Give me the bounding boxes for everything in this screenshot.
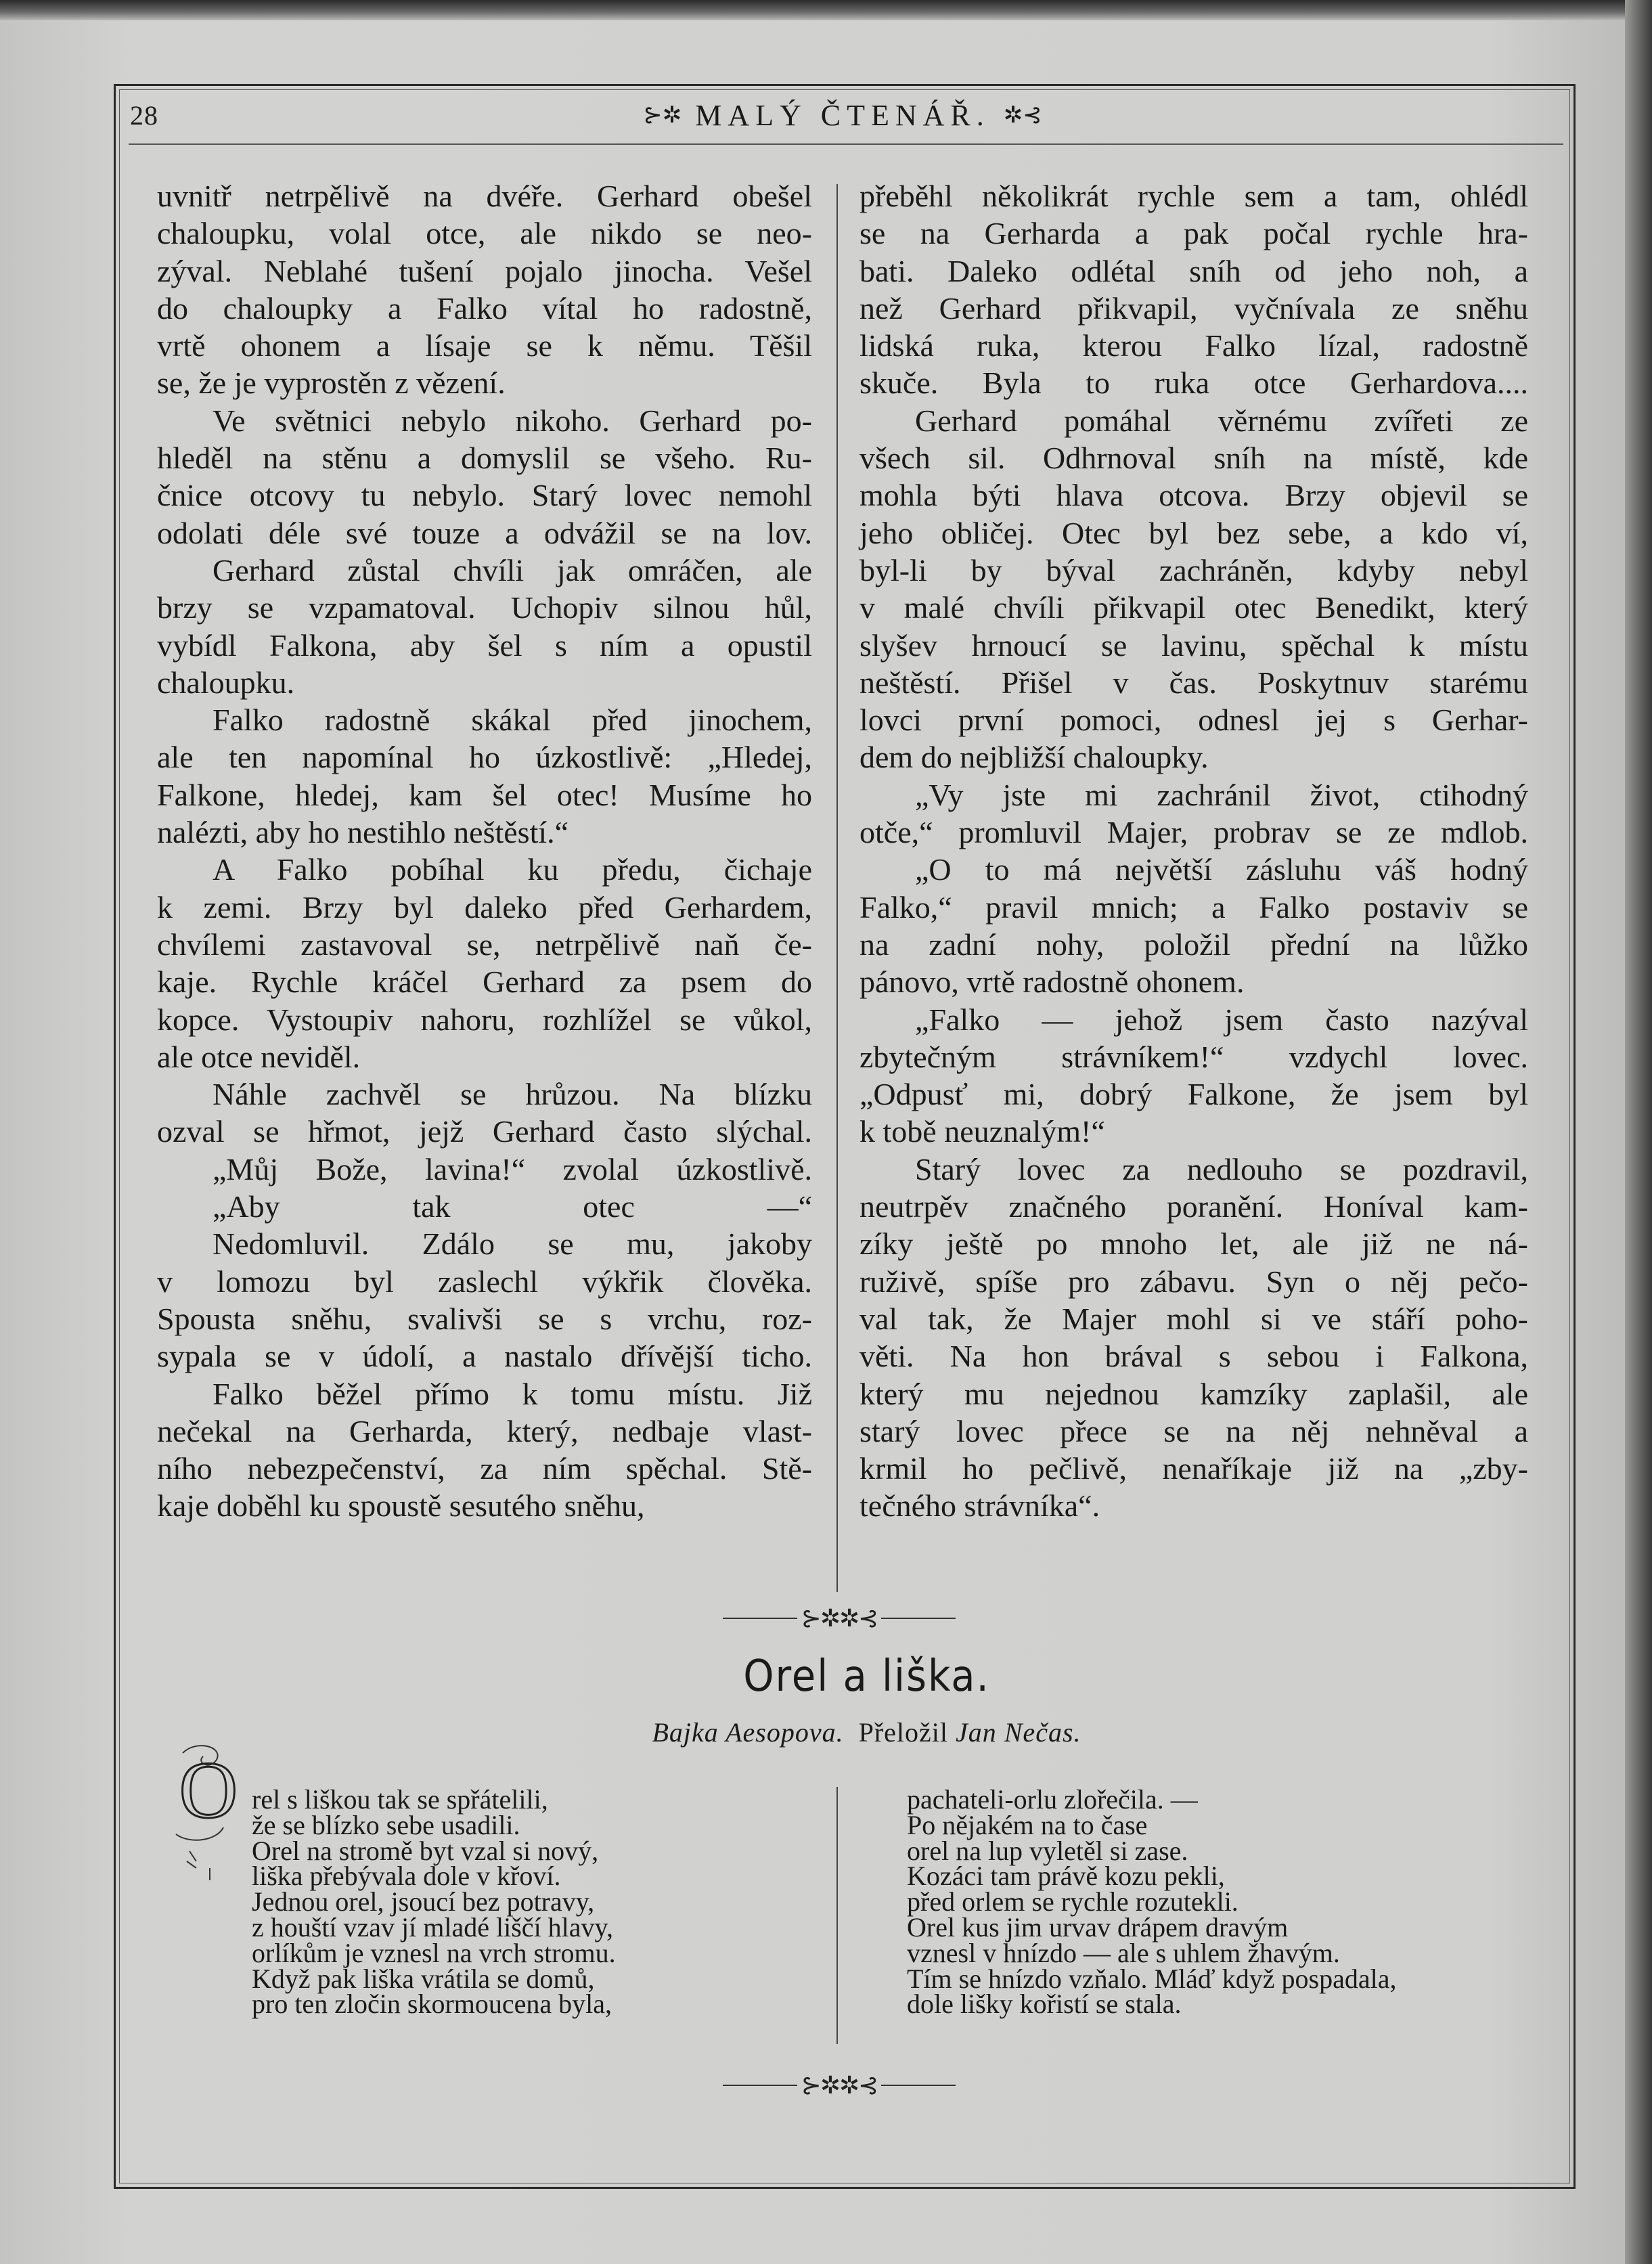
text-line: slyšev hrnoucí se lavinu, spěchal k místu — [860, 627, 1528, 663]
text-line: věti. Na hon brával s sebou i Falkona, — [860, 1339, 1528, 1374]
text-line: pánovo, vrtě radostně ohonem. — [860, 964, 1245, 1000]
text-line: „O to má největší zásluhu váš hodný — [915, 852, 1528, 887]
story-column-right — [860, 177, 1528, 1525]
verse-line: Jednou orel, jsoucí bez potravy, — [252, 1886, 595, 1917]
text-line: odolati déle své touze a odvážil se na lov. — [157, 515, 812, 550]
verse-line: že se blízko sebe usadili. — [252, 1809, 520, 1840]
column-divider — [836, 184, 838, 1592]
text-line: zýval. Neblahé tušení pojalo jinocha. Vešel — [157, 253, 812, 288]
text-line: ale ten napomínal ho úzkostlivě: „Hledej, — [157, 740, 812, 775]
text-line: lidská ruka, kterou Falko lízal, radostně — [860, 328, 1528, 363]
verse-line: Kozáci tam právě kozu pekli, — [907, 1861, 1225, 1892]
text-line: nečekal na Gerharda, který, nedbaje vlast- — [157, 1413, 812, 1448]
text-line: kaje doběhl ku spoustě sesutého sněhu, — [157, 1488, 645, 1524]
text-line: k zemi. Brzy byl daleko před Gerhardem, — [157, 889, 812, 925]
text-line: v malé chvíli přikvapil otec Benedikt, který — [860, 590, 1528, 625]
verse-line: před orlem se rychle rozutekli. — [907, 1886, 1238, 1917]
text-line: „Aby tak otec —“ — [213, 1189, 812, 1224]
text-line: chvílemi zastavoval se, netrpělivě naň če- — [157, 927, 812, 962]
text-line: Falko radostně skákal před jinochem, — [213, 703, 812, 738]
verse-line: Když pak liška vrátila se domů, — [252, 1963, 595, 1994]
separator-line — [723, 1618, 797, 1619]
text-line: brzy se vzpamatoval. Uchopiv silnou hůl, — [157, 590, 812, 625]
text-line: Falko běžel přímo k tomu místu. Již — [213, 1376, 812, 1411]
text-line: „Vy jste mi zachránil život, ctihodný — [915, 777, 1528, 812]
text-line: přeběhl několikrát rychle sem a tam, ohlédl — [860, 179, 1528, 213]
text-line: čnice otcovy tu nebylo. Starý lovec nemohl — [157, 478, 812, 513]
text-line: Nedomluvil. Zdálo se mu, jakoby — [213, 1226, 812, 1262]
text-line: zbytečným strávníkem!“ vzdychl lovec. — [860, 1039, 1528, 1074]
text-line: ale otce neviděl. — [157, 1039, 361, 1074]
separator-ornament-icon: ⊱✲✲⊰ — [801, 2071, 878, 2099]
text-line: val tak, že Majer mohl si ve stáří poho- — [860, 1301, 1528, 1336]
text-line: lovci první pomoci, odnesl jej s Gerhar- — [860, 703, 1528, 738]
text-line: neštěstí. Přišel v čas. Poskytnuv starému — [860, 665, 1528, 700]
text-line: než Gerhard přikvapil, vyčnívala ze sněhu — [860, 290, 1528, 326]
text-line: „Falko — jehož jsem často nazýval — [915, 1002, 1528, 1037]
text-line: se, že je vyprostěn z vězení. — [157, 365, 506, 401]
text-line: starý lovec přece se na něj nehněval a — [860, 1413, 1528, 1448]
verse-line: Orel kus jim urvav drápem dravým — [907, 1911, 1289, 1943]
separator-line — [881, 2085, 956, 2086]
verse-line: orel na lup vyletěl si zase. — [907, 1835, 1188, 1866]
verse-line: Orel na stromě byt vzal si nový, — [252, 1835, 599, 1866]
text-line: tečného strávníka“. — [860, 1488, 1100, 1524]
text-line: Náhle zachvěl se hrůzou. Na blízku — [213, 1077, 812, 1112]
text-line: kopce. Vystoupiv nahoru, rozhlížel se vůkol, — [157, 1002, 812, 1037]
ornament-left-icon: ⊱✲ — [643, 103, 682, 128]
text-line: do chaloupky a Falko vítal ho radostně, — [157, 290, 812, 326]
separator-line — [723, 2085, 797, 2086]
section-separator — [704, 1601, 975, 1633]
fable-column-left — [252, 1784, 616, 2020]
decorative-initial — [169, 1733, 250, 1882]
text-line: vybídl Falkona, aby šel s ním a opustil — [157, 627, 812, 663]
verse-line: Po nějakém na to čase — [907, 1809, 1148, 1840]
text-line: nalézti, aby ho nestihlo neštěstí.“ — [157, 815, 569, 850]
text-line: bati. Daleko odlétal sníh od jeho noh, a — [860, 253, 1528, 288]
text-line: na zadní nohy, položil přední na lůžko — [860, 927, 1528, 962]
text-line: se na Gerharda a pak počal rychle hra- — [860, 216, 1528, 251]
text-line: Gerhard zůstal chvíli jak omráčen, ale — [213, 552, 812, 587]
text-line: krmil ho pečlivě, nenaříkaje již na „zby- — [860, 1451, 1528, 1486]
text-line: Ve světnici nebylo nikoho. Gerhard po- — [213, 403, 812, 438]
verse-line: pro ten zločin skormoucena byla, — [252, 1989, 612, 2020]
text-line: Falko,“ pravil mnich; a Falko postaviv se — [860, 889, 1528, 925]
translated-label: Přeložil — [858, 1717, 948, 1748]
initial-flourish — [187, 1851, 196, 1868]
verse-line: rel s liškou tak se spřátelili, — [252, 1784, 548, 1815]
journal-title: MALÝ ČTENÁŘ. — [695, 99, 990, 132]
verse-line: Tím se hnízdo vzňalo. Mláď když pospadala, — [907, 1963, 1397, 1994]
text-line: otče,“ promluvil Majer, probrav se ze mdlob. — [860, 815, 1528, 850]
story-column-left — [157, 177, 812, 1525]
page-number: 28 — [130, 100, 158, 131]
text-line: ozval se hřmot, jejž Gerhard často slýchal. — [157, 1114, 812, 1149]
text-line: vrtě ohonem a lísaje se k němu. Těšil — [157, 328, 812, 363]
end-separator — [704, 2068, 975, 2100]
text-line: „Můj Bože, lavina!“ zvolal úzkostlivě. — [213, 1151, 812, 1186]
poem-divider — [836, 1787, 838, 2044]
running-title — [129, 98, 1557, 133]
text-line: Spousta sněhu, svalivši se s vrchu, roz- — [157, 1301, 812, 1336]
translator-name: Jan Nečas. — [956, 1717, 1081, 1748]
text-line: mohla býti hlava otcova. Brzy objevil se — [860, 478, 1528, 513]
text-line: ruživě, spíše pro zábavu. Syn o něj pečo- — [860, 1264, 1528, 1299]
text-line: k tobě neuznalým!“ — [860, 1114, 1105, 1149]
ornament-right-icon: ✲⊰ — [1003, 103, 1042, 128]
fable-subtitle: Bajka Aesopova. — [652, 1717, 844, 1748]
verse-line: pachateli-orlu zlořečila. — — [907, 1784, 1198, 1815]
fable-title: Orel a liška. — [743, 1651, 990, 1702]
text-line: uvnitř netrpělivě na dvéře. Gerhard obešel — [157, 179, 812, 213]
text-line: „Odpusť mi, dobrý Falkone, že jsem byl — [860, 1077, 1528, 1112]
text-line: v lomozu byl zaslechl výkřik člověka. — [157, 1264, 812, 1299]
text-line: Gerhard pomáhal věrnému zvířeti ze — [915, 403, 1528, 438]
separator-line — [881, 1618, 956, 1619]
text-line: kaje. Rychle kráčel Gerhard za psem do — [157, 964, 812, 1000]
verse-line: orlíkům je vznesl na vrch stromu. — [252, 1937, 616, 1968]
verse-line: liška přebývala dole v křoví. — [252, 1861, 561, 1892]
separator-ornament-icon: ⊱✲✲⊰ — [801, 1604, 878, 1632]
text-line: chaloupku, volal otce, ale nikdo se neo- — [157, 216, 812, 251]
text-line: dem do nejbližší chaloupky. — [860, 740, 1209, 775]
text-line: chaloupku. — [157, 665, 295, 700]
text-line: neutrpěv značného poranění. Honíval kam- — [860, 1189, 1528, 1224]
text-line: Falkone, hledej, kam šel otec! Musíme ho — [157, 777, 812, 812]
text-line: skuče. Byla to ruka otce Gerhardova.... — [860, 365, 1528, 401]
text-line: ního nebezpečenství, za ním spěchal. Stě- — [157, 1451, 812, 1486]
text-line: který mu nejednou kamzíky zaplašil, ale — [860, 1376, 1528, 1411]
text-line: zíky ještě po mnoho let, ale již ne ná- — [860, 1226, 1528, 1262]
text-line: Starý lovec za nedlouho se pozdravil, — [915, 1151, 1528, 1186]
verse-line: dole lišky kořistí se stala. — [907, 1989, 1182, 2020]
text-line: všech sil. Odhrnoval sníh na místě, kde — [860, 441, 1528, 476]
header-rule — [129, 143, 1563, 145]
verse-line: vznesl v hnízdo — ale s uhlem žhavým. — [907, 1937, 1340, 1968]
scan-right-edge — [1625, 0, 1652, 2264]
verse-line: z houští vzav jí mladé liščí hlavy, — [252, 1911, 613, 1943]
text-line: sypala se v údolí, a nastalo dřívější ticho. — [157, 1339, 812, 1374]
initial-letter: O — [179, 1745, 238, 1835]
fable-column-right — [907, 1784, 1397, 2020]
text-line: byl-li by býval zachráněn, kdyby nebyl — [860, 552, 1528, 587]
scan-top-edge — [0, 0, 1652, 20]
running-header — [129, 91, 1557, 146]
text-line: A Falko pobíhal ku předu, čichaje — [213, 852, 812, 887]
text-line: jeho obličej. Otec byl bez sebe, a kdo ví, — [860, 515, 1528, 550]
text-line: hleděl na stěnu a domyslil se všeho. Ru- — [157, 441, 812, 476]
